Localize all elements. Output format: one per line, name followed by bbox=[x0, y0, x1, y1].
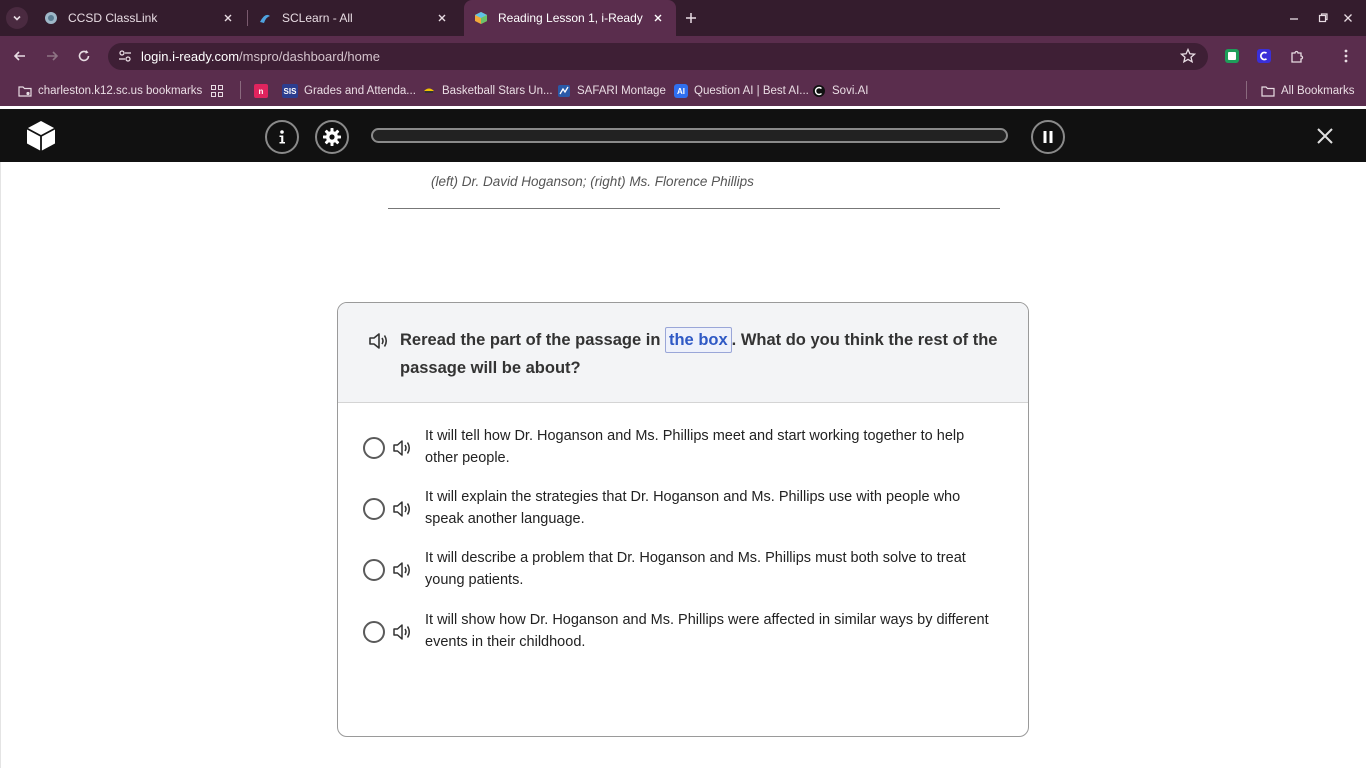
bookmark-label: Question AI | Best AI... bbox=[694, 85, 809, 97]
question-text bbox=[400, 326, 1010, 382]
browser-menu-button[interactable] bbox=[1337, 47, 1355, 65]
bookmark-grades[interactable] bbox=[282, 82, 416, 100]
iready-cube-logo bbox=[25, 119, 57, 153]
reload-icon bbox=[77, 49, 91, 63]
c-extension-icon bbox=[1256, 48, 1272, 64]
answer-choice-text: It will describe a problem that Dr. Hoganson and Ms. Phillips must both solve to treat young patients. bbox=[425, 550, 966, 588]
close-icon[interactable] bbox=[434, 10, 450, 26]
back-button[interactable] bbox=[10, 46, 30, 66]
n-icon: n bbox=[254, 84, 268, 98]
safari-montage-icon bbox=[557, 84, 571, 98]
boxed-passage-link[interactable]: the box bbox=[665, 327, 732, 353]
bookmark-divider bbox=[240, 81, 241, 99]
address-bar[interactable] bbox=[108, 43, 1208, 70]
lesson-progress-bar bbox=[371, 128, 1008, 143]
settings-button[interactable] bbox=[315, 120, 349, 154]
bookmark-divider bbox=[1246, 81, 1247, 99]
arrow-right-icon bbox=[45, 49, 59, 63]
speaker-icon[interactable] bbox=[392, 560, 414, 580]
bookmark-apps[interactable] bbox=[210, 82, 230, 100]
lesson-header bbox=[0, 109, 1366, 162]
bookmark-label: Grades and Attenda... bbox=[304, 85, 416, 97]
close-icon[interactable] bbox=[220, 10, 236, 26]
bookmark-n[interactable] bbox=[254, 82, 274, 100]
classlink-icon bbox=[44, 11, 58, 25]
restore-button[interactable] bbox=[1313, 8, 1333, 28]
radio-button[interactable] bbox=[363, 621, 385, 643]
bookmark-safari-montage[interactable] bbox=[557, 82, 666, 100]
puzzle-icon bbox=[1289, 48, 1305, 64]
radio-button[interactable] bbox=[363, 498, 385, 520]
answer-choice-2[interactable] bbox=[363, 489, 1003, 539]
gear-icon bbox=[322, 127, 342, 147]
bookmark-label: Basketball Stars Un... bbox=[442, 85, 553, 97]
browser-tab-strip bbox=[0, 0, 1366, 36]
basketball-icon bbox=[422, 84, 436, 98]
tab-sclearn[interactable] bbox=[248, 0, 460, 36]
extensions-button[interactable] bbox=[1288, 47, 1306, 65]
tab-label: SCLearn - All bbox=[282, 11, 353, 25]
arrow-left-icon bbox=[13, 49, 27, 63]
bookmark-sovi[interactable] bbox=[812, 82, 868, 100]
extension-grammarly-button[interactable] bbox=[1223, 47, 1241, 65]
green-extension-icon bbox=[1224, 48, 1240, 64]
new-tab-button[interactable] bbox=[682, 9, 700, 27]
reload-button[interactable] bbox=[74, 46, 94, 66]
question-text-after: . What do you think the rest of the passage will be about? bbox=[400, 331, 998, 377]
managed-folder-icon bbox=[18, 84, 32, 98]
url-host: login.i-ready.com bbox=[141, 49, 240, 64]
answer-choice-4[interactable] bbox=[363, 612, 1003, 662]
site-info-icon[interactable] bbox=[118, 49, 132, 63]
answer-choice-text: It will explain the strategies that Dr. Hoganson and Ms. Phillips use with people who speak another language. bbox=[425, 489, 961, 527]
bookmark-label: SAFARI Montage bbox=[577, 85, 666, 97]
close-icon bbox=[1343, 13, 1353, 23]
all-bookmarks-button[interactable] bbox=[1261, 82, 1355, 100]
apps-grid-icon bbox=[210, 84, 224, 98]
answer-choice-text: It will tell how Dr. Hoganson and Ms. Phillips meet and start working together to help other people. bbox=[425, 428, 965, 466]
info-button[interactable] bbox=[265, 120, 299, 154]
extension-c-button[interactable] bbox=[1255, 47, 1273, 65]
radio-button[interactable] bbox=[363, 437, 385, 459]
bookmark-charleston[interactable] bbox=[18, 82, 202, 100]
tab-label: CCSD ClassLink bbox=[68, 11, 158, 25]
restore-icon bbox=[1318, 13, 1328, 23]
question-card bbox=[337, 302, 1029, 737]
iready-icon bbox=[474, 11, 488, 25]
minimize-icon bbox=[1289, 13, 1299, 23]
question-header bbox=[338, 303, 1028, 403]
speaker-icon[interactable] bbox=[367, 330, 389, 352]
bookmark-label: Sovi.AI bbox=[832, 85, 869, 97]
tab-reading-lesson[interactable] bbox=[464, 0, 676, 36]
url-path: /mspro/dashboard/home bbox=[239, 49, 380, 64]
plus-icon bbox=[685, 12, 697, 24]
sclearn-icon bbox=[258, 11, 272, 25]
all-bookmarks-label: All Bookmarks bbox=[1281, 85, 1355, 97]
url-text[interactable] bbox=[141, 49, 380, 64]
passage-image-caption: (left) Dr. David Hoganson; (right) Ms. Florence Phillips bbox=[431, 174, 754, 189]
speaker-icon[interactable] bbox=[392, 622, 414, 642]
answer-choice-3[interactable] bbox=[363, 550, 1003, 600]
info-icon bbox=[275, 129, 289, 145]
question-text-before: Reread the part of the passage in bbox=[400, 331, 665, 349]
kebab-menu-icon bbox=[1338, 48, 1354, 64]
answer-choice-1[interactable] bbox=[363, 428, 1003, 478]
sovi-icon bbox=[812, 84, 826, 98]
bookmark-basketball[interactable] bbox=[422, 82, 553, 100]
chevron-down-icon bbox=[12, 13, 22, 23]
minimize-button[interactable] bbox=[1284, 8, 1304, 28]
pause-icon bbox=[1042, 130, 1054, 144]
forward-button[interactable] bbox=[42, 46, 62, 66]
radio-button[interactable] bbox=[363, 559, 385, 581]
folder-icon bbox=[1261, 84, 1275, 98]
close-icon[interactable] bbox=[650, 10, 666, 26]
caption-divider bbox=[388, 208, 1000, 209]
sis-icon: SIS bbox=[282, 84, 298, 98]
speaker-icon[interactable] bbox=[392, 499, 414, 519]
bookmark-label: charleston.k12.sc.us bookmarks bbox=[38, 85, 203, 97]
bookmark-star-icon[interactable] bbox=[1180, 48, 1196, 64]
tab-ccsd-classlink[interactable] bbox=[34, 0, 246, 36]
tab-search-button[interactable] bbox=[6, 7, 28, 29]
lesson-close-icon[interactable] bbox=[1314, 125, 1336, 147]
speaker-icon[interactable] bbox=[392, 438, 414, 458]
answer-choice-text: It will show how Dr. Hoganson and Ms. Phillips were affected in similar ways by different events in their childhood. bbox=[425, 612, 989, 650]
tab-label: Reading Lesson 1, i-Ready bbox=[498, 11, 643, 25]
pause-button[interactable] bbox=[1031, 120, 1065, 154]
bookmark-question-ai[interactable] bbox=[674, 82, 809, 100]
window-close-button[interactable] bbox=[1338, 8, 1358, 28]
questionai-icon: AI bbox=[674, 84, 688, 98]
